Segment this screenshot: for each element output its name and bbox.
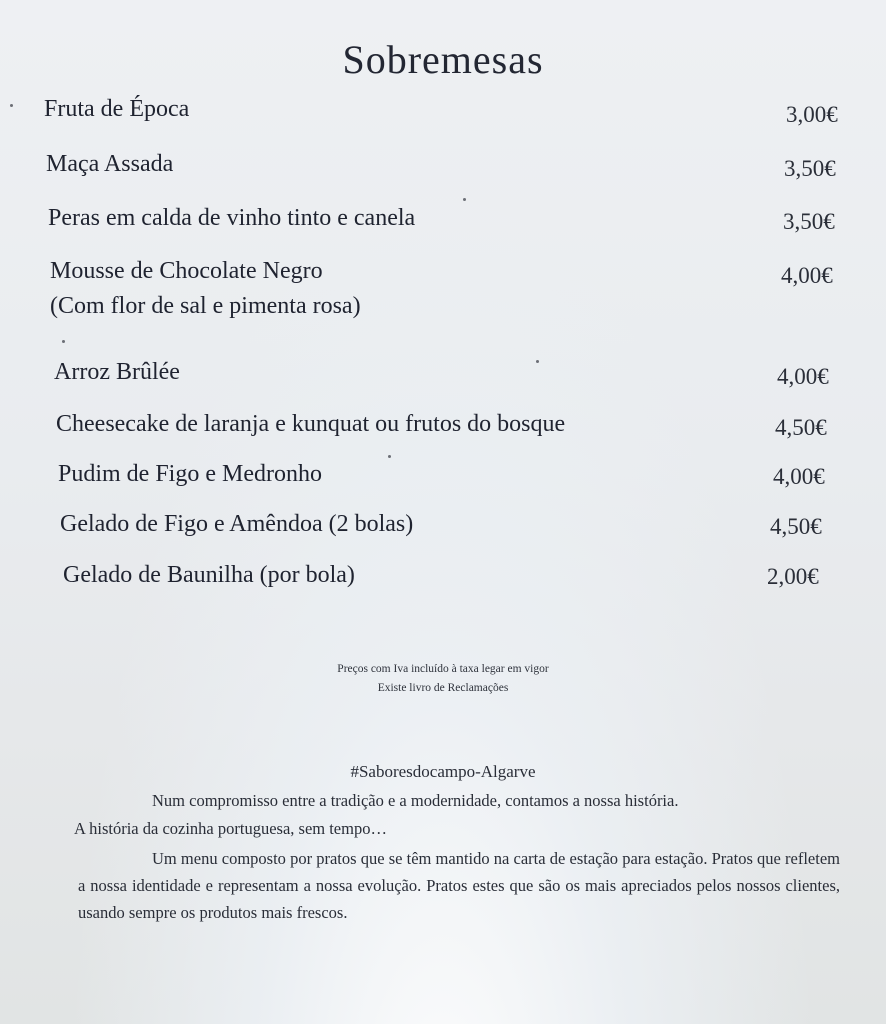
menu-item-price: 4,00€ <box>781 263 833 288</box>
hashtag: #Saboresdocampo-Algarve <box>350 762 536 781</box>
page-title: Sobremesas <box>342 37 544 82</box>
menu-item-name: Cheesecake de laranja e kunquat ou frutos do bosque <box>56 411 566 437</box>
print-speck <box>536 360 539 363</box>
menu-item-price: 4,50€ <box>775 415 827 440</box>
print-speck <box>10 104 13 107</box>
menu-item-price: 3,50€ <box>784 156 836 181</box>
print-speck <box>62 340 65 343</box>
menu-item-name: Maça Assada <box>46 151 174 177</box>
menu-item-name: Fruta de Época <box>44 96 190 122</box>
menu-item-price: 3,50€ <box>783 209 835 234</box>
menu-item-price: 4,00€ <box>777 364 829 389</box>
story-paragraph: Um menu composto por pratos que se têm mantido na carta de estação para estação. Pratos que refletem a nossa identidade e representam a nossa evolução. Pratos estes que são os mais apreciados pelos nossos clientes, usando sempre os produtos mais frescos. <box>78 849 840 922</box>
menu-item-name: Gelado de Figo e Amêndoa (2 bolas) <box>60 511 414 537</box>
complaints-note: Existe livro de Reclamações <box>377 682 509 694</box>
menu-item-name: Pudim de Figo e Medronho <box>58 461 322 487</box>
menu-item-with-subtitle <box>50 258 361 320</box>
menu-item-subtitle: (Com flor de sal e pimenta rosa) <box>50 293 361 319</box>
menu-item-price: 3,00€ <box>786 102 838 127</box>
tax-note: Preços com Iva incluído à taxa legar em vigor <box>337 663 549 675</box>
menu-item-name: Mousse de Chocolate Negro <box>50 258 323 284</box>
menu-item-name: Peras em calda de vinho tinto e canela <box>48 205 416 231</box>
print-speck <box>388 455 391 458</box>
menu-item-name: Arroz Brûlée <box>54 359 180 385</box>
menu-item-price: 4,00€ <box>773 464 825 489</box>
print-speck <box>463 198 466 201</box>
menu-item-price: 4,50€ <box>770 514 822 539</box>
menu-item-price: 2,00€ <box>767 564 819 589</box>
story-line-1: Num compromisso entre a tradição e a modernidade, contamos a nossa história. <box>152 791 679 810</box>
menu-item-name: Gelado de Baunilha (por bola) <box>63 562 355 588</box>
story-line-2: A história da cozinha portuguesa, sem tempo… <box>74 819 387 838</box>
